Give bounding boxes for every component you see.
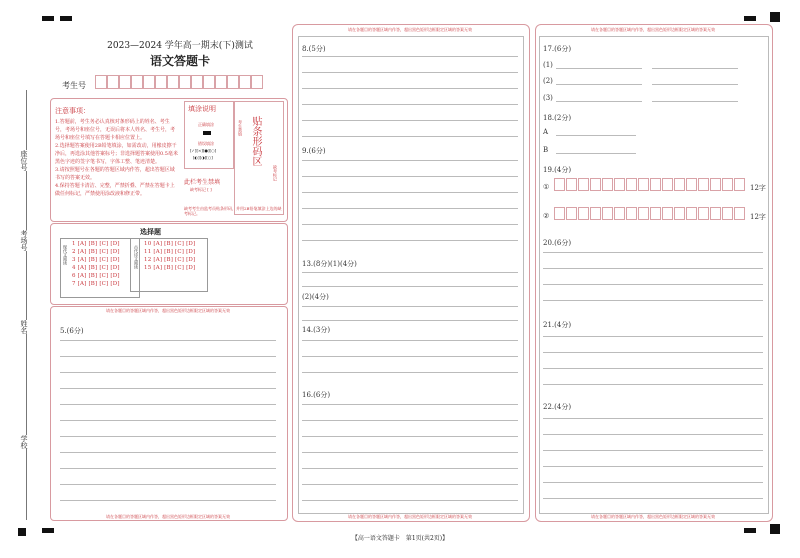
question-18-b-label: B bbox=[543, 146, 549, 154]
choice-row[interactable]: 7 [A] [B] [C] [D] bbox=[72, 281, 120, 287]
wrong-fill-sample-top: [✓][×][●][○] bbox=[190, 148, 217, 153]
corner-mark bbox=[744, 528, 756, 533]
choice-row[interactable]: 12 [A] [B] [C] [D] bbox=[144, 257, 196, 263]
question-21-label: 21.(4分) bbox=[543, 321, 572, 329]
choice-row[interactable]: 10 [A] [B] [C] [D] bbox=[144, 241, 196, 247]
absent-footnote: 缺考考生由监考员贴条形码，并用2B铅笔填涂上边的缺考标记。 bbox=[184, 206, 282, 216]
question-17-2-label: (2) bbox=[543, 77, 553, 85]
question-17-3-label: (3) bbox=[543, 94, 553, 102]
blank-line[interactable] bbox=[556, 101, 642, 102]
seat-number-label: 座位号 bbox=[20, 150, 28, 171]
corner-mark bbox=[18, 528, 26, 536]
choice-title: 选择题 bbox=[140, 227, 161, 236]
note-line: 3.请按照题号在各题的答题区域内作答，超出答题区域书写的答案无效。 bbox=[55, 167, 175, 181]
page-footer: 【高一语文答题卡 第1页(共2页)】 bbox=[351, 535, 449, 542]
question-17-1-label: (1) bbox=[543, 61, 553, 69]
corner-mark bbox=[770, 524, 780, 534]
choice-row[interactable]: 2 [A] [B] [C] [D] bbox=[72, 249, 120, 255]
corner-mark bbox=[60, 16, 72, 21]
barcode-caption-left: 考生禁填 bbox=[238, 120, 243, 136]
blank-line[interactable] bbox=[556, 84, 642, 85]
boundary-notice: 请在各题目的答题区域内作答，超出黑色矩形边框限定区域的答案无效 bbox=[591, 27, 715, 32]
absent-label: 此栏考生禁填 bbox=[184, 179, 221, 186]
choice-group1-rows[interactable] bbox=[72, 240, 120, 288]
question-18-label: 18.(2分) bbox=[543, 114, 572, 122]
boundary-notice: 请在各题目的答题区域内作答，超出黑色矩形边框限定区域的答案无效 bbox=[348, 27, 472, 32]
char-limit-1: 12字 bbox=[750, 184, 766, 192]
question-20-label: 20.(6分) bbox=[543, 239, 572, 247]
question-14-label: 14.(3分) bbox=[302, 326, 331, 334]
card-title: 语文答题卡 bbox=[149, 54, 210, 68]
wrong-fill-sample-bottom: [◐][◑][○] bbox=[193, 155, 213, 160]
question-19-2-label: ② bbox=[543, 212, 550, 220]
question-17-label: 17.(6分) bbox=[543, 45, 572, 53]
question-13-2-label: (2)(4分) bbox=[302, 293, 329, 301]
name-label: 姓名 bbox=[20, 320, 28, 334]
note-line: 4.保持答题卡清洁、完整，严禁折叠、严禁在答题卡上做任何标记，严禁使用涂改液和修正带。 bbox=[55, 183, 175, 197]
blank-line[interactable] bbox=[556, 135, 636, 136]
choice-group1-label: 现代文阅读 bbox=[63, 245, 68, 265]
question-9-label: 9.(6分) bbox=[302, 147, 326, 155]
note-line: 2.选择题答案使用2B铅笔填涂，如需改动，用橡皮擦干净后，再选涂其他答案标号；非选择题答案使用0.5毫米黑色字迹的签字笔书写，字体工整、笔迹清楚。 bbox=[55, 143, 178, 165]
question-16-label: 16.(6分) bbox=[302, 391, 331, 399]
char-grid-2[interactable] bbox=[554, 207, 746, 220]
school-label: 学校 bbox=[20, 435, 28, 449]
note-line: 1.答题前，考生务必认真核对条形码上的姓名、考生号，考场号和座位号，无误后将本人姓名、考生号，考场号和座位号填写在答题卡相应位置上。 bbox=[55, 119, 176, 141]
answer-panel-q5 bbox=[50, 306, 288, 521]
question-13-label: 13.(8分)(1)(4分) bbox=[302, 260, 357, 268]
question-19-label: 19.(4分) bbox=[543, 166, 572, 174]
question-22-label: 22.(4分) bbox=[543, 403, 572, 411]
corner-mark bbox=[770, 12, 780, 22]
blank-line[interactable] bbox=[556, 153, 636, 154]
blank-line[interactable] bbox=[652, 68, 738, 69]
choice-row[interactable]: 1 [A] [B] [C] [D] bbox=[72, 241, 120, 247]
boundary-notice: 请在各题目的答题区域内作答，超出黑色矩形边框限定区域的答案无效 bbox=[591, 514, 715, 519]
choice-row[interactable]: 15 [A] [B] [C] [D] bbox=[144, 265, 196, 271]
corner-mark bbox=[42, 528, 54, 533]
exam-room-label: 考场号 bbox=[20, 230, 28, 251]
student-id-grid[interactable] bbox=[95, 75, 263, 89]
exam-title: 2023—2024 学年高一期末(下)测试 bbox=[107, 41, 253, 51]
boundary-notice: 请在各题目的答题区域内作答，超出黑色矩形边框限定区域的答案无效 bbox=[106, 308, 230, 313]
correct-fill-sample bbox=[203, 131, 211, 135]
barcode-caption-right: 缺考标记 bbox=[273, 165, 278, 181]
choice-row[interactable]: 11 [A] [B] [C] [D] bbox=[144, 249, 196, 255]
choice-row[interactable]: 6 [A] [B] [C] [D] bbox=[72, 273, 120, 279]
corner-mark bbox=[42, 16, 54, 21]
boundary-notice: 请在各题目的答题区域内作答，超出黑色矩形边框限定区域的答案无效 bbox=[106, 514, 230, 519]
fill-instructions-title: 填涂说明 bbox=[188, 105, 216, 113]
correct-fill-label: 正确填涂 bbox=[198, 122, 214, 127]
inner-box bbox=[298, 36, 524, 514]
char-limit-2: 12字 bbox=[750, 213, 766, 221]
barcode-text: 贴条形码区 bbox=[250, 116, 261, 166]
absent-mark[interactable]: 缺考标记 [ ] bbox=[190, 187, 212, 192]
choice-row[interactable]: 4 [A] [B] [C] [D] bbox=[72, 265, 120, 271]
choice-group2-label: 古代诗文阅读 bbox=[134, 245, 139, 269]
boundary-notice: 请在各题目的答题区域内作答，超出黑色矩形边框限定区域的答案无效 bbox=[348, 514, 472, 519]
blank-line[interactable] bbox=[556, 68, 642, 69]
notes-title: 注意事项： bbox=[55, 107, 90, 115]
choice-row[interactable]: 3 [A] [B] [C] [D] bbox=[72, 257, 120, 263]
question-5-label: 5.(6分) bbox=[60, 327, 84, 335]
question-19-1-label: ① bbox=[543, 183, 550, 191]
blank-line[interactable] bbox=[652, 101, 738, 102]
question-18-a-label: A bbox=[543, 128, 549, 136]
question-8-label: 8.(5分) bbox=[302, 45, 326, 53]
notes-body bbox=[55, 118, 179, 198]
choice-group2-rows[interactable] bbox=[144, 240, 195, 272]
student-id-label: 考生号 bbox=[62, 81, 86, 90]
inner-box bbox=[539, 36, 769, 514]
corner-mark bbox=[744, 16, 756, 21]
blank-line[interactable] bbox=[652, 84, 738, 85]
wrong-fill-label: 错误填涂 bbox=[198, 141, 214, 146]
char-grid-1[interactable] bbox=[554, 178, 746, 191]
